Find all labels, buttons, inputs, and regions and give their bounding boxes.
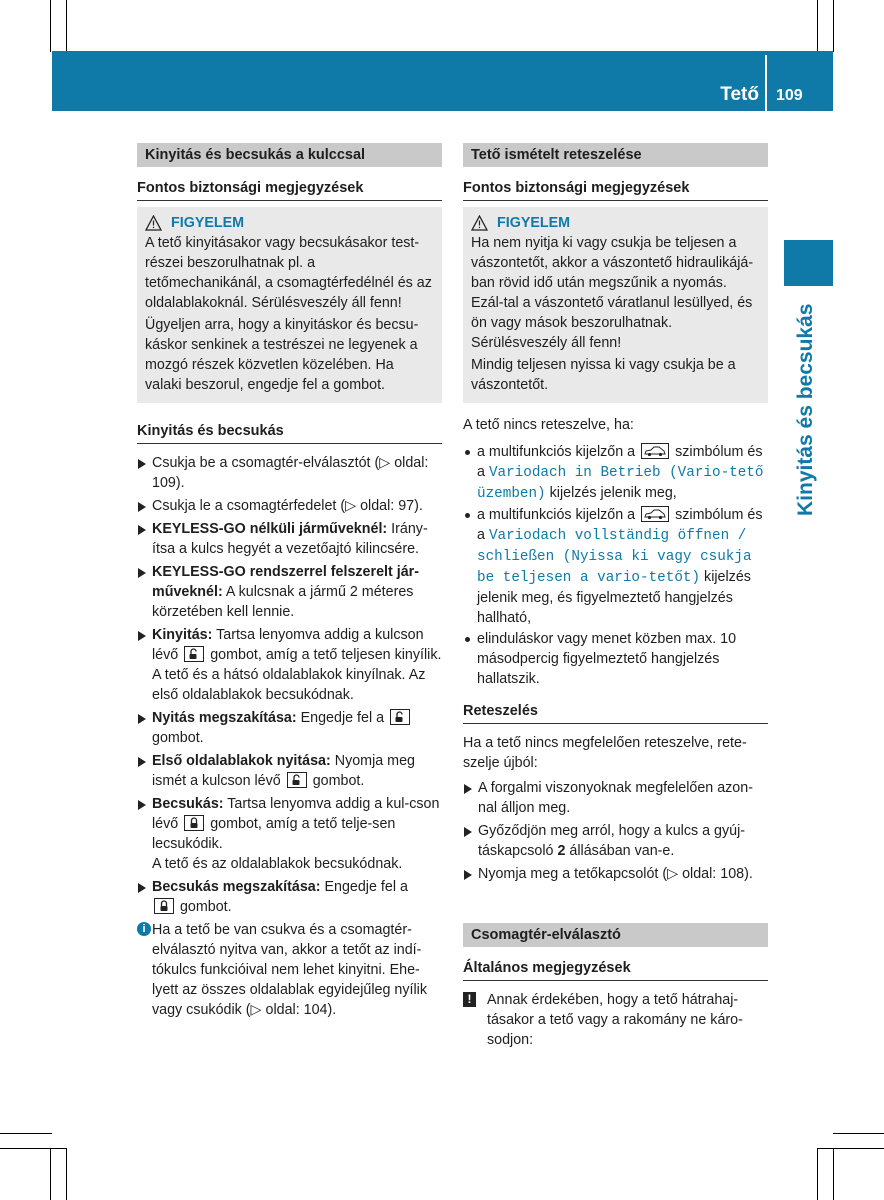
step-item: Becsukás megszakítása: Engedje fel a gombot. [137, 877, 442, 917]
warning-box [463, 207, 768, 403]
step-list [137, 453, 442, 917]
crop-mark [50, 0, 51, 52]
lock-key-icon [154, 898, 174, 914]
step-item: KEYLESS-GO rendszerrel felszerelt jár-műveknél: A kulcsnak a jármű 2 méteres körzetében kell lennie. [137, 562, 442, 622]
safety-heading: Fontos biztonsági megjegyzések [137, 178, 442, 201]
step-item: Nyomja meg a tetőkapcsolót (▷ oldal: 108). [463, 864, 768, 884]
unlock-key-icon [287, 772, 307, 788]
side-tab-marker [784, 240, 833, 286]
relock-intro: Ha a tető nincs megfelelően reteszelve, rete-szelje újból: [463, 735, 747, 771]
bullet-item: elinduláskor vagy menet közben max. 10 másodpercig figyelmeztető hangjelzés hallatszik. [463, 629, 768, 689]
side-tab-label: Kinyitás és becsukás [794, 303, 817, 516]
warning-text: A tető kinyitásakor vagy becsukásakor test-részei beszorulhatnak pl. a tetőmechanikánál, a csomagtérfedélnél és az oldalablakoknál. Sérülésveszély áll fenn! [145, 235, 432, 311]
exclamation-icon: ! [463, 992, 476, 1007]
section-heading: Kinyitás és becsukás a kulccsal [137, 143, 442, 167]
right-column [463, 143, 768, 1050]
page-number: 109 [776, 87, 803, 104]
caution-note: ! Annak érdekében, hogy a tető hátrahaj-tásakor a tető vagy a rakomány ne káro-sodjon: [463, 990, 768, 1050]
step-item: Győződjön meg arról, hogy a kulcs a gyúj-táskapcsoló 2 állásában van-e. [463, 821, 768, 861]
crop-mark [833, 1148, 834, 1200]
warning-box [137, 207, 442, 403]
crop-mark [817, 1148, 818, 1200]
bullet-list [463, 442, 768, 689]
crop-mark [833, 1133, 884, 1134]
general-heading: Általános megjegyzések [463, 958, 768, 981]
step-item: KEYLESS-GO nélküli járműveknél: Irány-ítsa a kulcs hegyét a vezetőajtó kilincsére. [137, 519, 442, 559]
subheading: Kinyitás és becsukás [137, 421, 442, 444]
step-item: Kinyitás: Tartsa lenyomva addig a kulcson lévő gombot, amíg a tető teljesen kinyílik. A tető és a hátsó oldalablakok kinyílnak. Az első oldalablakok becsukódnak. [137, 625, 442, 705]
warning-title: FIGYELEM [145, 213, 434, 233]
warning-triangle-icon [471, 215, 488, 231]
step-item: Nyitás megszakítása: Engedje fel a gombot. [137, 708, 442, 748]
crop-mark [66, 1148, 67, 1200]
header-divider [765, 55, 767, 111]
display-message: Variodach vollständig öffnen / schließen (Nyissa ki vagy csukja be teljesen a vario-tetőt) [477, 528, 752, 586]
warning-text: Ügyeljen arra, hogy a kinyitáskor és becsu-káskor senkinek a testrészei ne legyenek a mozgó részek közvetlen közelében. Ha valaki beszorul, engedje fel a gombot. [145, 317, 419, 393]
step-item: A forgalmi viszonyoknak megfelelően azon-nal álljon meg. [463, 778, 768, 818]
warning-triangle-icon [145, 215, 162, 231]
crop-mark [50, 1148, 51, 1200]
unlock-key-icon [184, 646, 204, 662]
crop-mark [818, 1148, 884, 1149]
step-item: Első oldalablakok nyitása: Nyomja meg ismét a kulcson lévő gombot. [137, 751, 442, 791]
unlock-key-icon [390, 709, 410, 725]
info-note: i Ha a tető be van csukva és a csomagtér-elválasztó nyitva van, akkor a tetőt az indí-tókulcs funkcióival nem lehet kinyitni. Ehe-lyett az összes oldalablak egyidejűleg nyílik vagy csukódik (▷ oldal: 104). [137, 920, 442, 1020]
crop-mark [0, 1148, 66, 1149]
warning-title: FIGYELEM [471, 213, 760, 233]
left-column [137, 143, 442, 1020]
info-icon: i [137, 922, 151, 936]
step-item: Csukja be a csomagtér-elválasztót (▷ oldal: 109). [137, 453, 442, 493]
header-bar [52, 51, 833, 111]
crop-mark [817, 0, 818, 52]
relock-heading: Reteszelés [463, 701, 768, 724]
crop-mark [66, 0, 67, 52]
roof-open-car-icon [641, 443, 669, 459]
bullet-item: a multifunkciós kijelzőn a szimbólum és a Variodach in Betrieb (Vario-tető üzemben) kijelzés jelenik meg, [463, 442, 768, 504]
step-item: Becsukás: Tartsa lenyomva addig a kul-cson lévő gombot, amíg a tető telje-sen lecsukódik. A tető és az oldalablakok becsukódnak. [137, 794, 442, 874]
page-title: Tető [720, 84, 759, 105]
crop-mark [0, 1133, 52, 1134]
section-heading: Tető ismételt reteszelése [463, 143, 768, 167]
intro-text: A tető nincs reteszelve, ha: [463, 417, 634, 433]
display-message: Variodach in Betrieb (Vario-tető üzemben) [477, 465, 764, 502]
crop-mark [833, 0, 834, 52]
bullet-item: a multifunkciós kijelzőn a szimbólum és a Variodach vollständig öffnen / schließen (Nyissa ki vagy csukja be teljesen a vario-tetőt) kijelzés jelenik meg, és figyelmeztető hangjelzés hallható, [463, 505, 768, 628]
warning-text: Mindig teljesen nyissa ki vagy csukja be a vászontetőt. [471, 357, 736, 393]
roof-open-car-icon [641, 506, 669, 522]
section-heading: Csomagtér-elválasztó [463, 923, 768, 947]
safety-heading: Fontos biztonsági megjegyzések [463, 178, 768, 201]
relock-step-list [463, 778, 768, 884]
step-item: Csukja le a csomagtérfedelet (▷ oldal: 97). [137, 496, 442, 516]
lock-key-icon [184, 815, 204, 831]
warning-text: Ha nem nyitja ki vagy csukja be teljesen a vászontetőt, akkor a vászontető hidraulikájá-ban rövid idő után megszűnik a nyomás. Ezál-tal a vászontető váratlanul lesüllyed, és ön vagy mások beszorulhatnak. Sérülésveszély áll fenn! [471, 235, 754, 351]
